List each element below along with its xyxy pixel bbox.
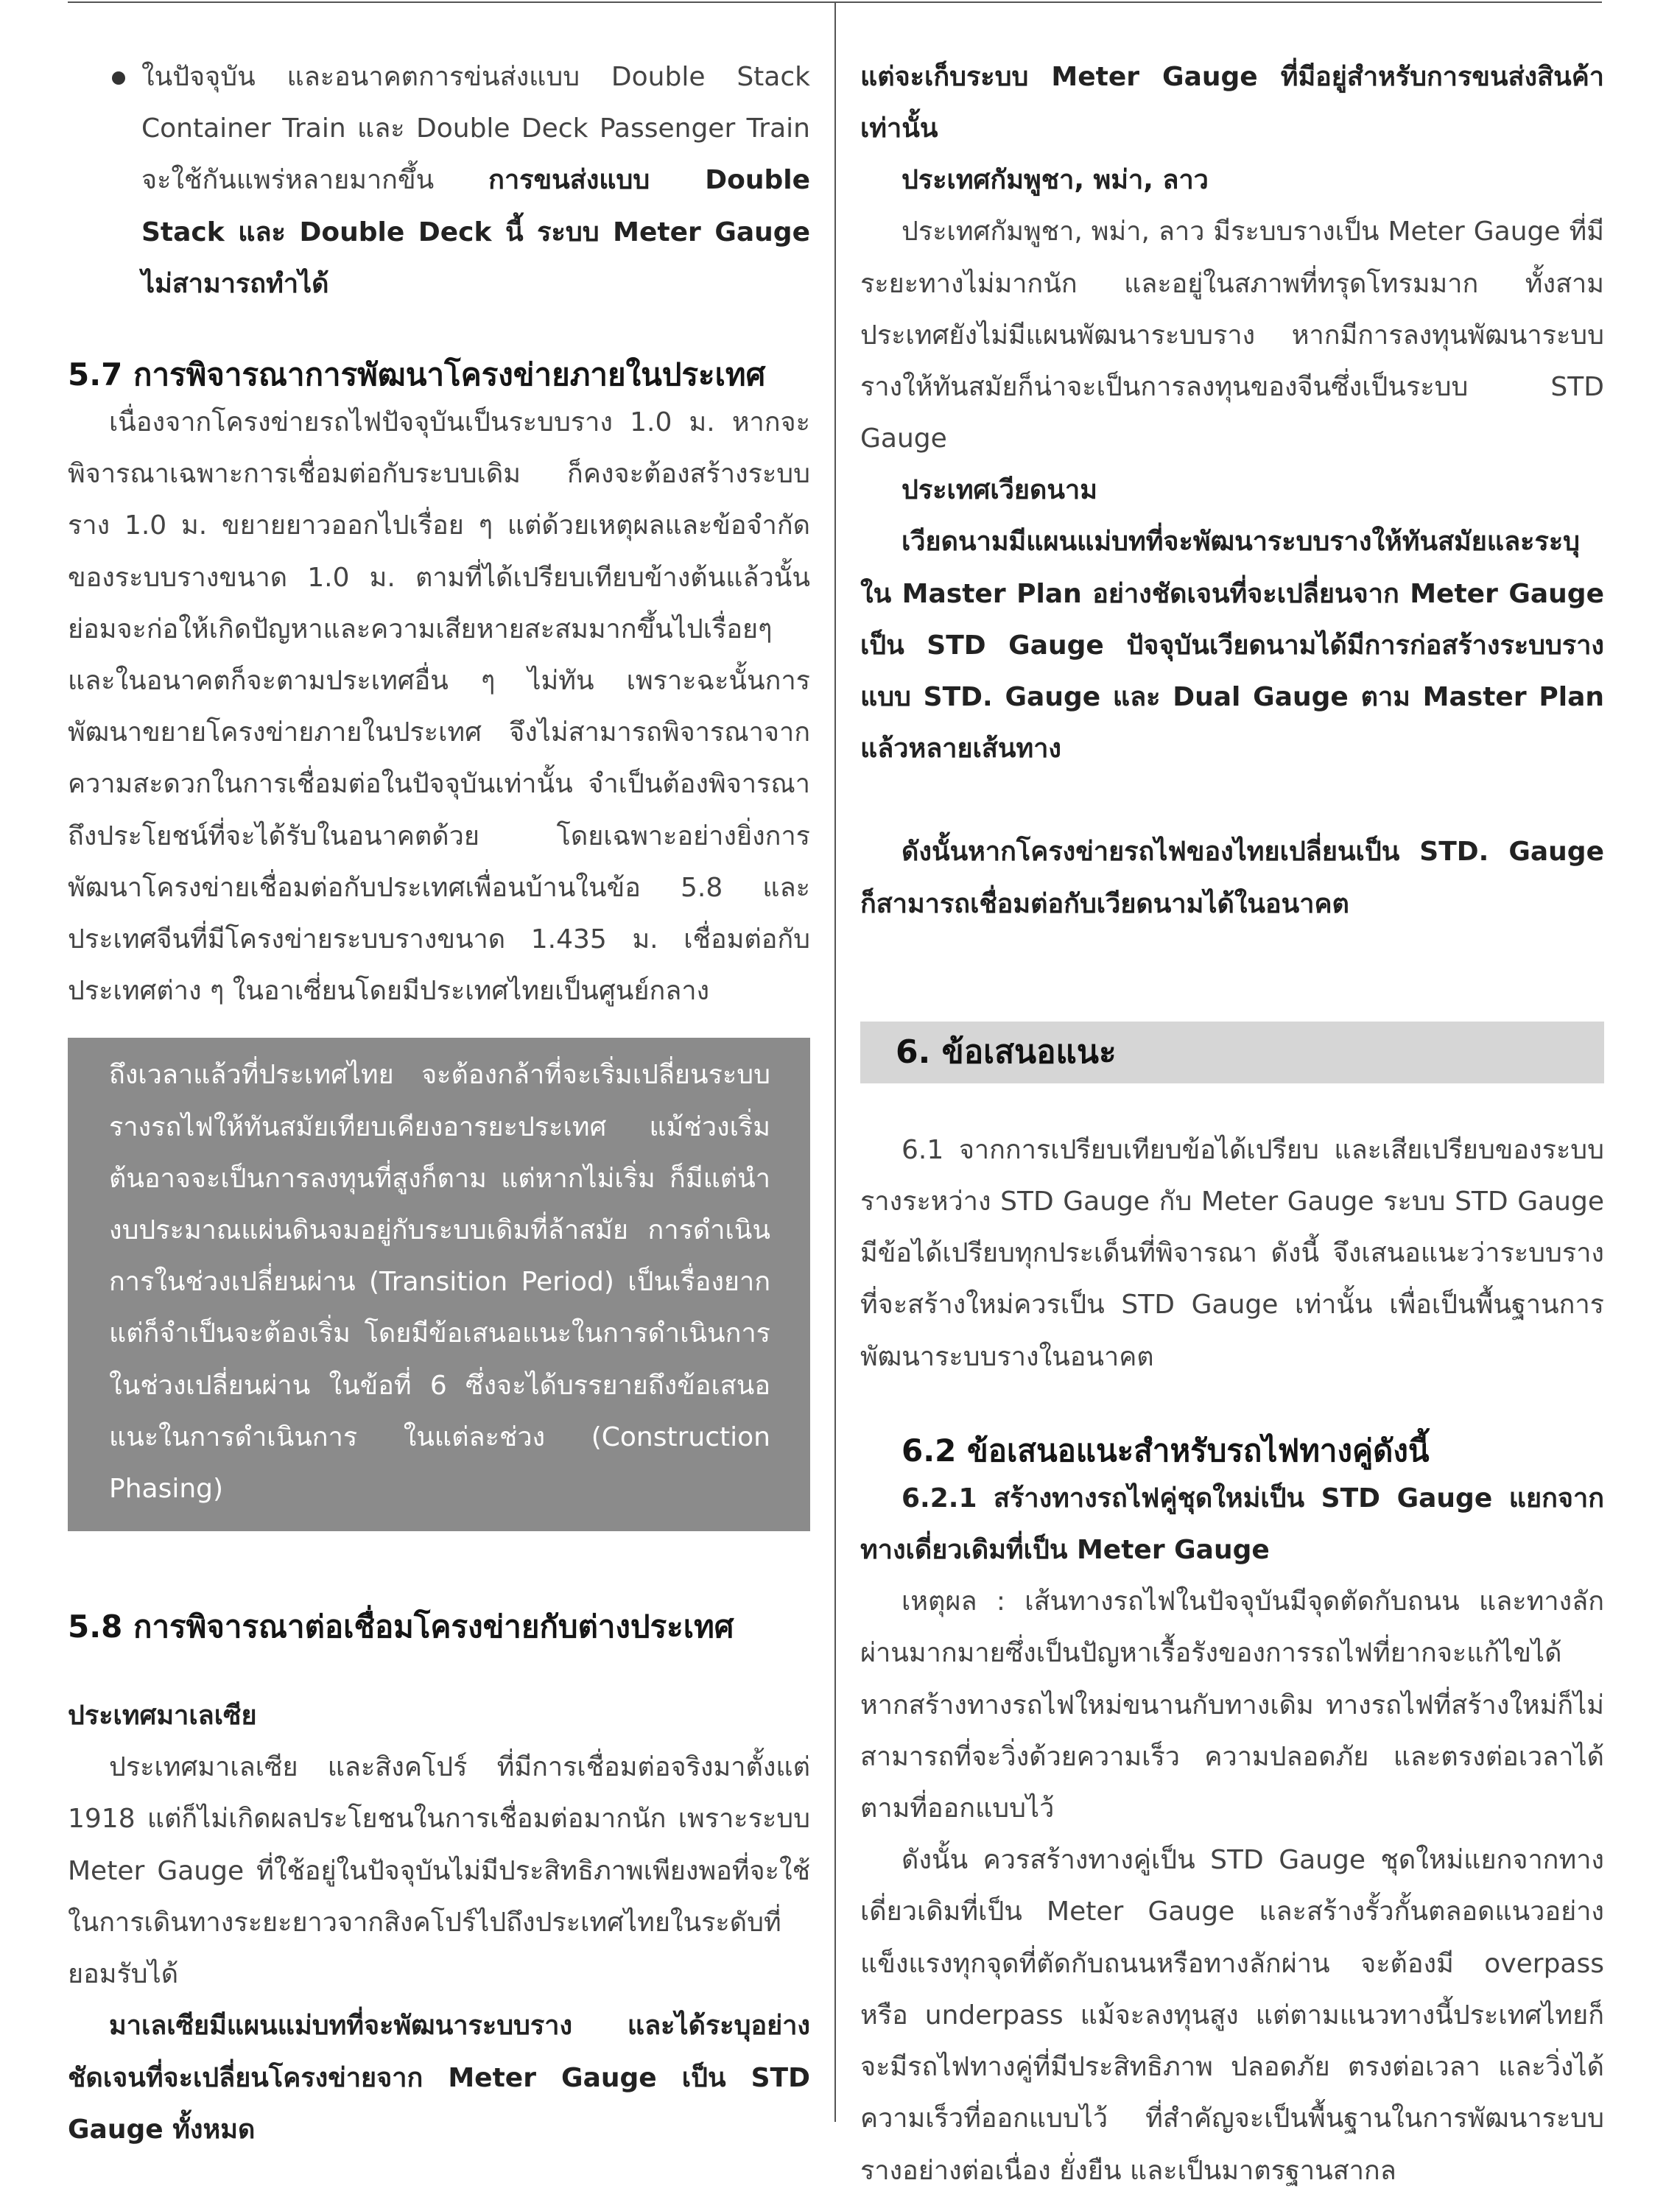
- cambodia-body: ประเทศกัมพูชา, พม่า, ลาว มีระบบรางเป็น Meter Gauge ที่มีระยะทางไม่มากนัก และอยู่ในสภาพที่ทรุดโทรมมาก ทั้งสามประเทศยังไม่มีแผนพัฒนาระบบราง หากมีการลงทุนพัฒนาระบบรางให้ทันสมัยก็น่าจะเป็นการลงทุนของจีนซึ่งเป็นระบบ STD Gauge: [860, 217, 1604, 454]
- bullet-dot-icon: [112, 71, 125, 85]
- section-5-8-title: 5.8 การพิจารณาต่อเชื่อมโครงข่ายกับต่างประเทศ: [68, 1609, 734, 1645]
- bullet-text: ในปัจจุบัน และอนาคตการข่นส่งแบบ Double Stack Container Train และ Double Deck Passenger Train จะใช้กันแพร่หลายมากขึ้น: [141, 62, 810, 196]
- malaysia-heading: ประเทศมาเลเซีย: [68, 1701, 257, 1732]
- vietnam-heading: ประเทศเวียดนาม: [901, 475, 1097, 506]
- reason-paragraph: เหตุผล : เส้นทางรถไฟในปัจจุบันมีจุดตัดกับถนน และทางลักผ่านมากมายซึ่งเป็นปัญหาเรื้อรังของการรถไฟที่ยากจะแก้ไขได้ หากสร้างทางรถไฟใหม่ขนานกับทางเดิม ทางรถไฟที่สร้างใหม่ก็ไม่สามารถที่จะวิ่งด้วยความเร็ว ความปลอดภัย และตรงต่อเวลาได้ ตามที่ออกแบบไว้: [860, 1586, 1604, 1824]
- conclusion: ดังนั้นหากโครงข่ายรถไฟของไทยเปลี่ยนเป็น STD. Gauge ก็สามารถเชื่อมต่อกับเวียดนามได้ในอนาคต: [860, 837, 1604, 919]
- callout-box: ถึงเวลาแล้วที่ประเทศไทย จะต้องกล้าที่จะเริ่มเปลี่ยนระบบรางรถไฟให้ทันสมัยเทียบเคียงอารยะประเทศ แม้ช่วงเริ่มต้นอาจจะเป็นการลงทุนที่สูงก็ตาม แต่หากไม่เริ่ม ก็มีแต่นำงบประมาณแผ่นดินจมอยู่กับระบบเดิมที่ล้าสมัย การดำเนินการในช่วงเปลี่ยนผ่าน (Transition Period) เป็นเรื่องยาก แต่ก็จำเป็นจะต้องเริ่ม โดยมีข้อเสนอแนะในการดำเนินการในช่วงเปลี่ยนผ่าน ในข้อที่ 6 ซึ่งจะได้บรรยายถึงข้อเสนอแนะในการดำเนินการ ในแต่ละช่วง (Construction Phasing): [68, 1038, 810, 1531]
- left-column: [68, 52, 810, 2156]
- section-6-2-1-heading: 6.2.1 สร้างทางรถไฟคู่ชุดใหม่เป็น STD Gauge แยกจากทางเดี่ยวเดิมที่เป็น Meter Gauge: [860, 1483, 1604, 1566]
- section-6-1-body: 6.1 จากการเปรียบเทียบข้อได้เปรียบ และเสียเปรียบของระบบรางระหว่าง STD Gauge กับ Meter Gauge ระบบ STD Gauge มีข้อได้เปรียบทุกประเด็นที่พิจารณา ดังนี้ จึงเสนอแนะว่าระบบรางที่จะสร้างใหม่ควรเป็น STD Gauge เท่านั้น เพื่อเป็นพื้นฐานการพัฒนาระบบรางในอนาคต: [860, 1134, 1604, 1372]
- therefore-paragraph: ดังนั้น ควรสร้างทางคู่เป็น STD Gauge ชุดใหม่แยกจากทางเดี่ยวเดิมที่เป็น Meter Gauge และสร้างรั้วกั้นตลอดแนวอย่างแข็งแรงทุกจุดที่ตัดกับถนนหรือทางลักผ่าน จะต้องมี overpass หรือ underpass แม้จะลงทุนสูง แต่ตามแนวทางนี้ประเทศไทยก็จะมีรถไฟทางคู่ที่มีประสิทธิภาพ ปลอดภัย ตรงต่อเวลา และวิ่งได้ความเร็วที่ออกแบบไว้ ที่สำคัญจะเป็นพื้นฐานในการพัฒนาระบบรางอย่างต่อเนื่อง ยั่งยืน และเป็นมาตรฐานสากล: [860, 1845, 1604, 2186]
- bullet-item: [68, 52, 810, 310]
- malaysia-body: ประเทศมาเลเซีย และสิงคโปร์ ที่มีการเชื่อมต่อจริงมาตั้งแต่ 1918 แต่ก็ไม่เกิดผลประโยชนในการเชื่อมต่อมากนัก เพราะระบบ Meter Gauge ที่ใช้อยู่ในปัจจุบันไม่มีประสิทธิภาพเพียงพอที่จะใช้ในการเดินทางระยะยาวจากสิงคโปร์ไปถึงประเทศไทยในระดับที่ยอมรับได้: [68, 1752, 810, 1990]
- section-6-2-title: 6.2 ข้อเสนอแนะสำหรับรถไฟทางคู่ดังนี้: [901, 1432, 1430, 1469]
- section-6-title: 6. ข้อเสนอแนะ: [860, 1022, 1604, 1083]
- malaysia-plan-continued: แต่จะเก็บระบบ Meter Gauge ที่มีอยู่สำหรับการขนส่งสินค้าเท่านั้น: [860, 62, 1604, 144]
- malaysia-plan: มาเลเซียมีแผนแม่บทที่จะพัฒนาระบบราง และได้ระบุอย่างชัดเจนที่จะเปลี่ยนโครงข่ายจาก Meter Gauge เป็น STD Gauge ทั้งหมด: [68, 2011, 810, 2145]
- column-divider: [834, 1, 836, 2122]
- bullet-text-bold: การขนส่งแบบ Double Stack และ Double Deck นี้ ระบบ Meter Gauge ไม่สามารถทำได้: [141, 165, 811, 299]
- vietnam-body: เวียดนามมีแผนแม่บทที่จะพัฒนาระบบรางให้ทันสมัยและระบุใน Master Plan อย่างชัดเจนที่จะเปลี่ยนจาก Meter Gauge เป็น STD Gauge ปัจจุบันเวียดนามได้มีการก่อสร้างระบบรางแบบ STD. Gauge และ Dual Gauge ตาม Master Plan แล้วหลายเส้นทาง: [860, 527, 1604, 764]
- section-5-7-title: 5.7 การพิจารณาการพัฒนาโครงข่ายภายในประเทศ: [68, 356, 766, 393]
- right-column: [860, 52, 1604, 2197]
- cambodia-heading: ประเทศกัมพูชา, พม่า, ลาว: [901, 165, 1209, 196]
- section-5-7-body: เนื่องจากโครงข่ายรถไฟปัจจุบันเป็นระบบราง 1.0 ม. หากจะพิจารณาเฉพาะการเชื่อมต่อกับระบบเดิม ก็คงจะต้องสร้างระบบราง 1.0 ม. ขยายยาวออกไปเรื่อย ๆ แต่ด้วยเหตุผลและข้อจำกัดของระบบรางขนาด 1.0 ม. ตามที่ได้เปรียบเทียบข้างต้นแล้วนั้น ย่อมจะก่อให้เกิดปัญหาและความเสียหายสะสมมากขึ้นไปเรื่อยๆ และในอนาคตก็จะตามประเทศอื่น ๆ ไม่ทัน เพราะฉะนั้นการพัฒนาขยายโครงข่ายภายในประเทศ จึงไม่สามารถพิจารณาจากความสะดวกในการเชื่อมต่อในปัจจุบันเท่านั้น จำเป็นต้องพิจารณาถึงประโยชน์ที่จะได้รับในอนาคตด้วย โดยเฉพาะอย่างยิ่งการพัฒนาโครงข่ายเชื่อมต่อกับประเทศเพื่อนบ้านในข้อ 5.8 และประเทศจีนที่มีโครงข่ายระบบรางขนาด 1.435 ม. เชื่อมต่อกับประเทศต่าง ๆ ในอาเซี่ยนโดยมีประเทศไทยเป็นศูนย์กลาง: [68, 407, 810, 1007]
